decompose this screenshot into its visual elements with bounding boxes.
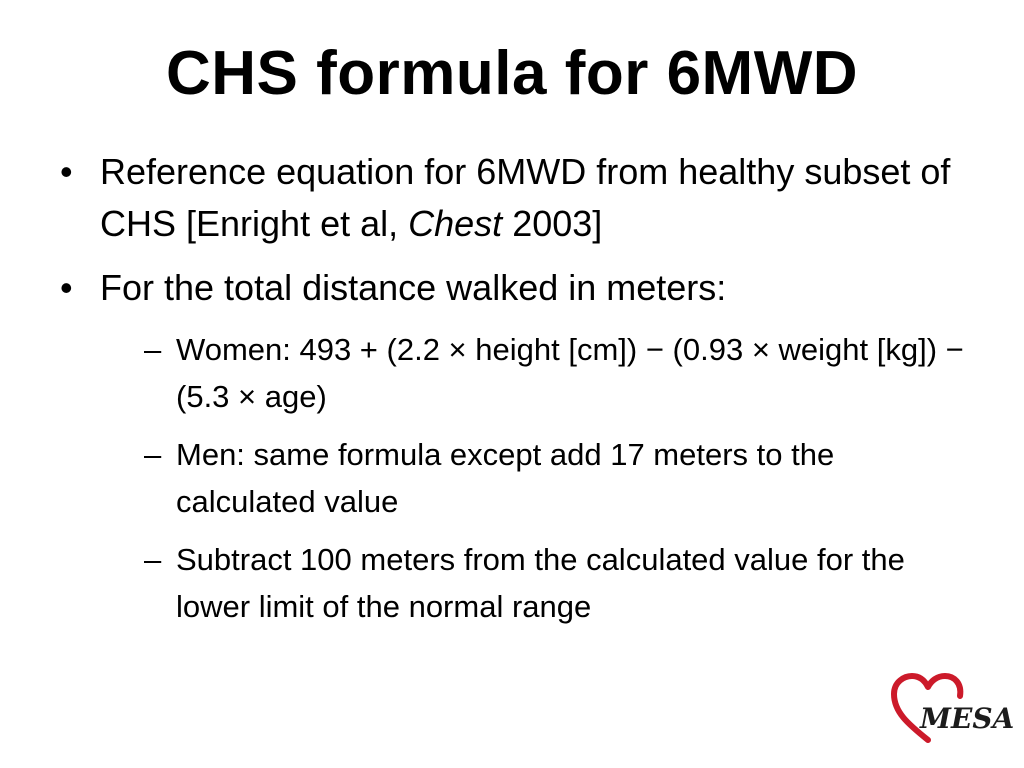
sub-bullet-text: Men: same formula except add 17 meters to the calculated value [176,437,835,519]
slide-content [56,146,976,641]
logo-text: MESA [920,702,1015,735]
bullet-text-end: 2003] [502,203,603,244]
sub-bullet-marker: – [144,542,162,577]
sub-bullet-text: Subtract 100 meters from the calculated value for the lower limit of the normal range [176,542,905,624]
sub-bullet-women [144,326,976,420]
heart-logo-icon [890,672,1015,744]
sub-bullet-text: Women: 493 + (2.2 × height [cm]) − (0.93 × weight [kg]) − (5.3 × age) [176,332,964,414]
bullet-total-distance [56,262,976,314]
journal-name: Chest [408,203,503,244]
bullet-text: For the total distance walked in meters: [100,267,727,308]
sub-bullet-men [144,431,976,525]
bullet-marker: • [60,151,73,192]
mesa-logo [890,672,1015,744]
bullet-text: Reference equation for 6MWD from healthy subset of CHS [Enright et al, [100,151,951,244]
sub-bullet-marker: – [144,437,162,472]
bullet-reference-equation [56,146,976,250]
slide-title: CHS formula for 6MWD [166,39,858,108]
sub-bullet-lower-limit [144,536,976,630]
sub-bullet-marker: – [144,332,162,367]
bullet-marker: • [60,267,73,308]
